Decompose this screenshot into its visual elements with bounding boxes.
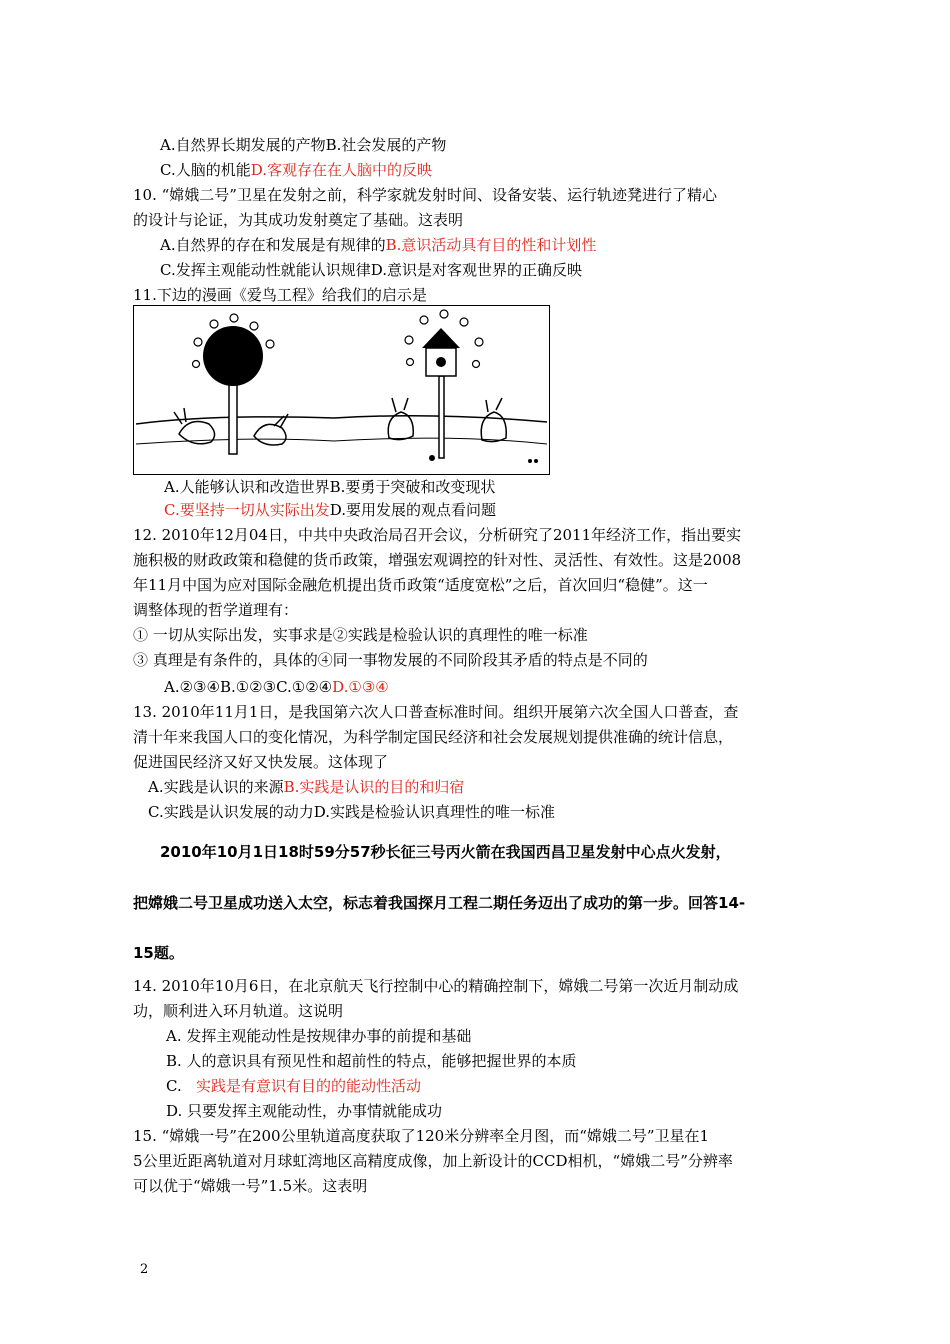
q12-item-3-4: ③ 真理是有条件的，具体的④同一事物发展的不同阶段其矛盾的特点是不同的 — [133, 651, 648, 669]
q14-option-a: A. 发挥主观能动性是按规律办事的前提和基础 — [166, 1027, 472, 1045]
q9-options-ab — [160, 134, 446, 156]
q13-stem-line3: 促进国民经济又好又快发展。这体现了 — [133, 753, 389, 771]
q11-option-c-answer: C.要坚持一切从实际出发 — [164, 501, 330, 519]
q15-stem-line1: 15. “嫦娥一号”在200公里轨道高度获取了120米分辨率全月图，而“嫦娥二号”卫星在1 — [133, 1127, 710, 1145]
q15-stem-line2: 5公里近距离轨道对月球虹湾地区高精度成像，加上新设计的CCD相机，“嫦娥二号”分辨率 — [133, 1152, 733, 1170]
q10-stem-line2: 的设计与论证，为其成功发射奠定了基础。这表明 — [133, 211, 464, 229]
q13-option-d: D.实践是检验认识真理性的唯一标准 — [313, 803, 555, 821]
bird-cartoon-image — [133, 305, 550, 475]
q14-stem-line1: 14. 2010年10月6日，在北京航天飞行控制中心的精确控制下，嫦娥二号第一次近月制动成 — [133, 977, 739, 995]
q11-option-a: A.人能够认识和改造世界 — [164, 478, 330, 496]
q10-option-a: A.自然界的存在和发展是有规律的 — [160, 236, 386, 254]
q14-option-c-answer: 实践是有意识有目的的能动性活动 — [196, 1077, 422, 1095]
q13-stem-line1: 13. 2010年11月1日，是我国第六次人口普查标准时间。组织开展第六次全国人口普查，查 — [133, 703, 739, 721]
q9-options-cd — [160, 159, 432, 181]
page-number: 2 — [140, 1262, 149, 1277]
q11-option-b: B.要勇于突破和改变现状 — [329, 478, 496, 496]
q11-stem: 11.下边的漫画《爱鸟工程》给我们的启示是 — [133, 286, 427, 304]
q9-option-d-answer: D.客观存在在人脑中的反映 — [250, 161, 432, 179]
q14-option-c — [166, 1075, 421, 1097]
q13-stem-line2: 清十年来我国人口的变化情况，为科学制定国民经济和社会发展规划提供准确的统计信息， — [133, 728, 734, 746]
q14-option-d: D. 只要发挥主观能动性，办事情就能成功 — [166, 1102, 443, 1120]
q13-option-c: C.实践是认识发展的动力 — [148, 803, 314, 821]
q12-stem-line4: 调整体现的哲学道理有： — [133, 601, 299, 619]
q13-option-b-answer: B.实践是认识的目的和归宿 — [283, 778, 465, 796]
q14-option-c-label: C. — [166, 1077, 197, 1095]
q10-option-b-answer: B.意识活动具有目的性和计划性 — [385, 236, 597, 254]
q15-stem-line3: 可以优于“嫦娥一号”1.5米。这表明 — [133, 1177, 368, 1195]
q10-option-d: D.意识是对客观世界的正确反映 — [370, 261, 582, 279]
q13-options-ab — [148, 776, 464, 798]
intro-line3: 15题。 — [133, 944, 184, 962]
q13-options-cd — [148, 801, 555, 823]
q9-option-a: A.自然界长期发展的产物 — [160, 136, 326, 154]
q9-option-c: C.人脑的机能 — [160, 161, 251, 179]
q10-stem-line1: 10. “嫦娥二号”卫星在发射之前，科学家就发射时间、设备安装、运行轨迹凳进行了精心 — [133, 186, 717, 204]
q14-stem-line2: 功，顺利进入环月轨道。这说明 — [133, 1002, 344, 1020]
q12-option-abc: A.②③④B.①②③C.①②④ — [164, 678, 333, 696]
q9-option-b: B.社会发展的产物 — [325, 136, 447, 154]
q13-option-a: A.实践是认识的来源 — [148, 778, 284, 796]
q12-stem-line2: 施积极的财政政策和稳健的货币政策，增强宏观调控的针对性、灵活性、有效性。这是2008 — [133, 551, 742, 569]
q10-option-c: C.发挥主观能动性就能认识规律 — [160, 261, 371, 279]
bird-cartoon-drawing — [134, 306, 549, 474]
q12-item-1-2: ① 一切从实际出发，实事求是②实践是检验认识的真理性的唯一标准 — [133, 626, 588, 644]
q11-options-ab — [164, 476, 495, 498]
q11-option-d: D.要用发展的观点看问题 — [329, 501, 496, 519]
q12-stem-line1: 12. 2010年12月04日，中共中央政治局召开会议，分析研究了2011年经济工作，指出要实 — [133, 526, 742, 544]
intro-line1: 2010年10月1日18时59分57秒长征三号丙火箭在我国西昌卫星发射中心点火发射， — [160, 843, 731, 861]
q10-options-cd — [160, 259, 582, 281]
q12-options — [164, 676, 389, 698]
q10-options-ab — [160, 234, 596, 256]
intro-line2: 把嫦娥二号卫星成功送入太空，标志着我国探月工程二期任务迈出了成功的第一步。回答14- — [133, 894, 746, 912]
q12-stem-line3: 年11月中国为应对国际金融危机提出货币政策“适度宽松”之后，首次回归“稳健”。这一 — [133, 576, 708, 594]
q12-option-d-answer: D.①③④ — [332, 678, 389, 696]
q11-options-cd — [164, 499, 496, 521]
q14-option-b: B. 人的意识具有预见性和超前性的特点，能够把握世界的本质 — [166, 1052, 577, 1070]
